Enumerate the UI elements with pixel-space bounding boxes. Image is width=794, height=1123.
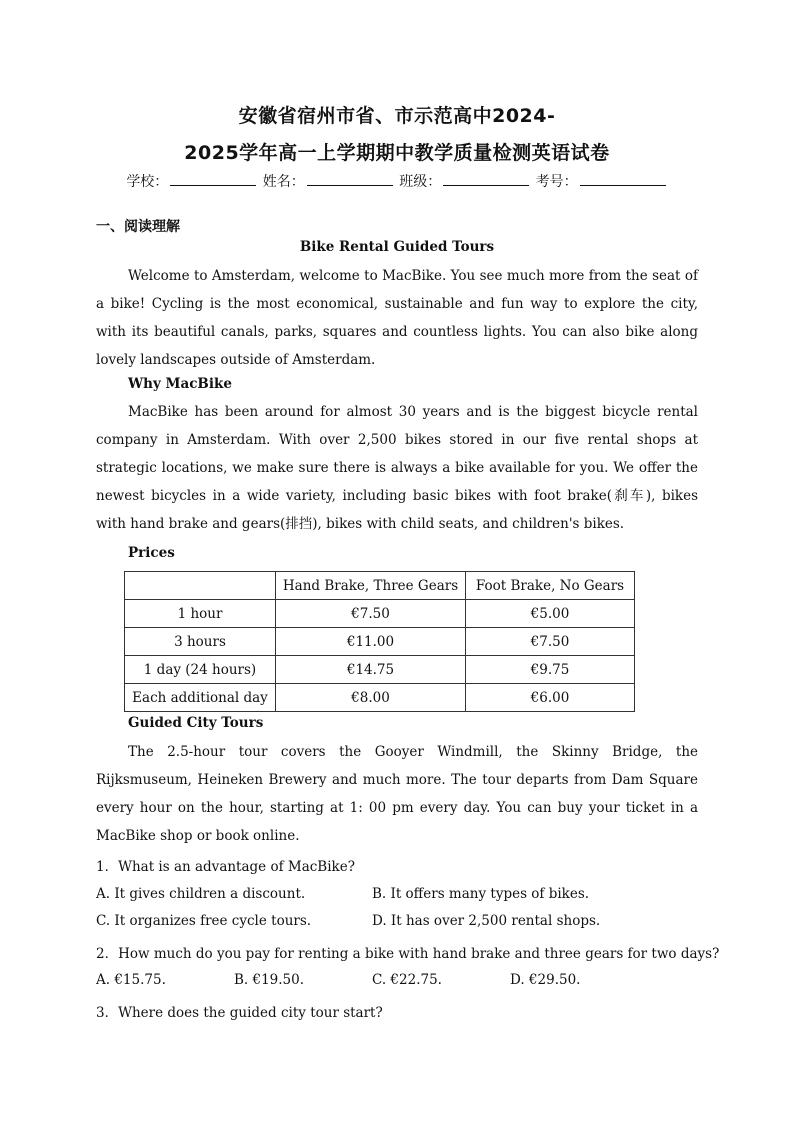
table-header-cell: Hand Brake, Three Gears (276, 572, 466, 600)
why-paragraph: MacBike has been around for almost 30 years and is the biggest bicycle rental company in Amsterdam. With over 2,500 bikes stored in our five rental shops at strategic locations, we make sure there is always a bike available for you. We offer the newest bicycles in a wide variety, including basic bikes with foot brake(刹车), bikes with hand brake and gears(排挡), bikes with child seats, and children's bikes. (96, 404, 698, 532)
section-heading: 一、阅读理解 (96, 219, 180, 235)
table-cell: €11.00 (276, 628, 466, 656)
question-1-option-a[interactable]: A. It gives children a discount. (96, 886, 306, 902)
table-cell: €7.50 (276, 600, 466, 628)
table-cell: €7.50 (466, 628, 635, 656)
question-1-option-c[interactable]: C. It organizes free cycle tours. (96, 913, 312, 929)
table-cell: €8.00 (276, 684, 466, 712)
student-info-line (0, 171, 794, 191)
question-3-stem: 3．Where does the guided city tour start? (96, 1005, 383, 1021)
table-header-cell: Foot Brake, No Gears (466, 572, 635, 600)
table-row (125, 656, 635, 684)
exam-title-line2: 2025学年高一上学期期中教学质量检测英语试卷 (184, 142, 610, 164)
prices-table (124, 571, 635, 712)
table-cell: Each additional day (125, 684, 276, 712)
info-blank-school (170, 173, 256, 186)
table-header-row (125, 572, 635, 600)
table-row (125, 684, 635, 712)
info-blank-class (443, 173, 529, 186)
tours-heading: Guided City Tours (128, 715, 264, 731)
question-2-option-a[interactable]: A. €15.75. (96, 972, 166, 988)
info-blank-name (307, 173, 393, 186)
info-label-exam-number: 考号： (535, 174, 578, 190)
question-2-option-d[interactable]: D. €29.50. (510, 972, 581, 988)
table-cell: €9.75 (466, 656, 635, 684)
passage-intro: Welcome to Amsterdam, welcome to MacBike. You see much more from the seat of a bike! Cycling is the most economical, sustainable and fun way to explore the city, with its beautiful canals, parks, squares and countless lights. You can also bike along lovely landscapes outside of Amsterdam. (96, 268, 698, 368)
question-1-stem: 1．What is an advantage of MacBike? (96, 859, 355, 875)
question-2-option-b[interactable]: B. €19.50. (234, 972, 305, 988)
table-header-cell (125, 572, 276, 600)
question-1-option-d[interactable]: D. It has over 2,500 rental shops. (372, 913, 601, 929)
table-cell: 3 hours (125, 628, 276, 656)
info-blank-exam-number (580, 173, 666, 186)
exam-title-line1: 安徽省宿州市省、市示范高中2024- (238, 105, 556, 127)
question-2-option-c[interactable]: C. €22.75. (372, 972, 442, 988)
table-cell: 1 hour (125, 600, 276, 628)
prices-heading: Prices (128, 545, 175, 561)
info-label-class: 班级： (399, 174, 442, 190)
passage-title: Bike Rental Guided Tours (299, 239, 495, 255)
why-heading: Why MacBike (128, 376, 232, 392)
table-cell: €6.00 (466, 684, 635, 712)
table-cell: 1 day (24 hours) (125, 656, 276, 684)
question-2-stem: 2．How much do you pay for renting a bike with hand brake and three gears for two days? (96, 946, 720, 962)
table-row (125, 600, 635, 628)
question-1-option-b[interactable]: B. It offers many types of bikes. (372, 886, 590, 902)
table-cell: €5.00 (466, 600, 635, 628)
info-label-name: 姓名： (262, 174, 305, 190)
table-cell: €14.75 (276, 656, 466, 684)
table-row (125, 628, 635, 656)
tours-paragraph: The 2.5-hour tour covers the Gooyer Windmill, the Skinny Bridge, the Rijksmuseum, Heineken Brewery and much more. The tour departs from Dam Square every hour on the hour, starting at 1: 00 pm every day. You can buy your ticket in a MacBike shop or book online. (96, 744, 698, 844)
info-label-school: 学校： (126, 174, 169, 190)
